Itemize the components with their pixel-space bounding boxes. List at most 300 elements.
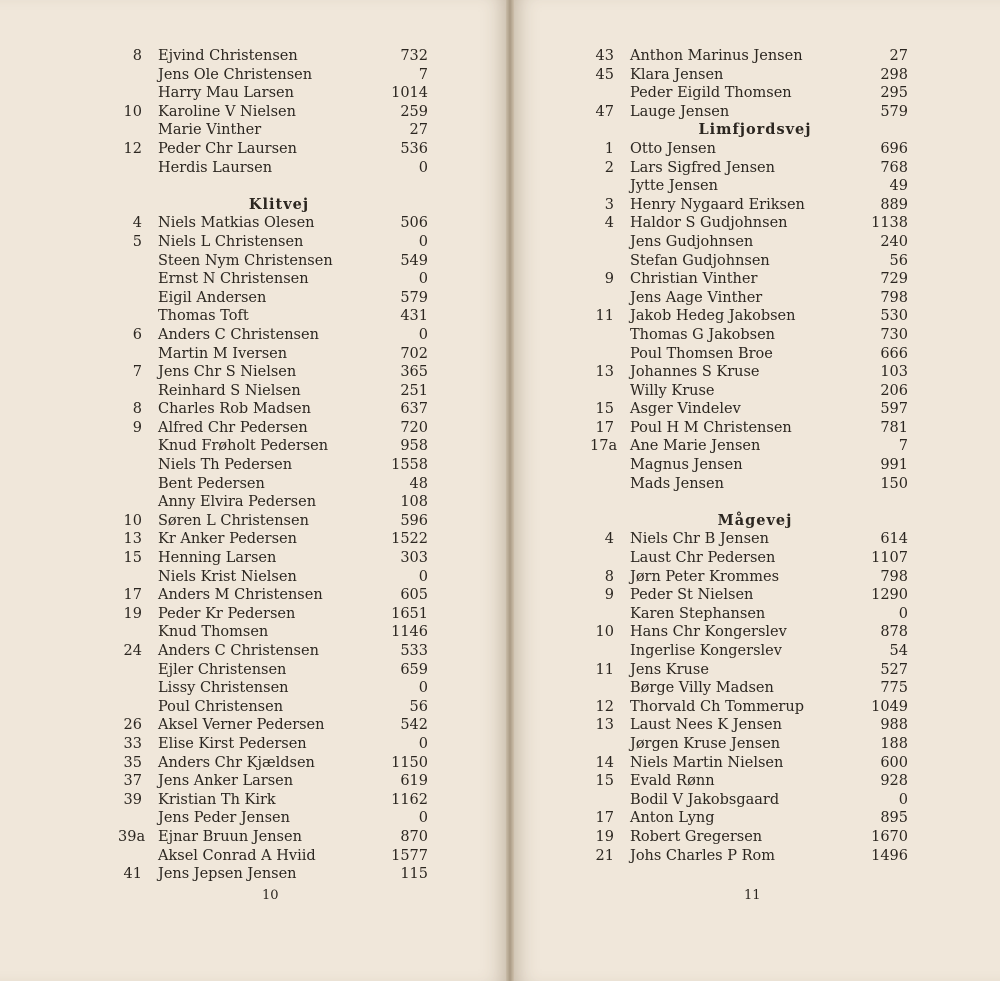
resident-name: Peder Chr Laursen (158, 140, 297, 157)
house-number: 45 (595, 66, 614, 83)
resident-value: 889 (880, 196, 908, 213)
resident-row (590, 326, 908, 345)
resident-name: Elise Kirst Pedersen (158, 735, 307, 752)
resident-name: Niels Martin Nielsen (630, 754, 784, 771)
resident-row (590, 679, 908, 698)
resident-name: Hans Chr Kongerslev (630, 624, 787, 641)
resident-name: Børge Villy Madsen (630, 680, 774, 697)
house-number: 1 (604, 140, 614, 157)
resident-row (590, 84, 908, 103)
resident-value: 1162 (391, 791, 428, 808)
resident-row (590, 345, 908, 364)
resident-value: 579 (400, 289, 428, 306)
resident-name: Marie Vinther (158, 122, 262, 139)
resident-value: 659 (400, 661, 428, 678)
resident-value: 27 (409, 122, 428, 139)
resident-row (590, 605, 908, 624)
resident-name: Henning Larsen (158, 550, 277, 567)
house-number: 13 (595, 717, 614, 734)
resident-name: Thorvald Ch Tommerup (630, 698, 804, 715)
resident-name: Eigil Andersen (158, 289, 267, 306)
resident-value: 0 (418, 810, 428, 827)
resident-value: 7 (418, 66, 428, 83)
resident-name: Johannes S Kruse (630, 364, 760, 381)
page-number-left: 10 (262, 888, 279, 903)
resident-row (590, 828, 908, 847)
house-number: 4 (132, 215, 142, 232)
resident-row (118, 586, 428, 605)
resident-value: 295 (880, 85, 908, 102)
resident-name: Anders C Christensen (158, 326, 319, 343)
resident-row (118, 512, 428, 531)
resident-name: Ernst N Christensen (158, 271, 309, 288)
resident-row (118, 159, 428, 178)
house-number: 12 (595, 698, 614, 715)
house-number: 43 (595, 48, 614, 64)
resident-row (118, 679, 428, 698)
resident-value: 798 (880, 568, 908, 585)
house-number: 12 (123, 140, 142, 157)
house-number: 19 (123, 605, 142, 622)
resident-value: 0 (898, 605, 908, 622)
house-number: 2 (604, 159, 614, 176)
resident-row (118, 363, 428, 382)
resident-value: 870 (400, 828, 428, 845)
resident-value: 549 (400, 252, 428, 269)
resident-name: Ingerlise Kongerslev (630, 643, 782, 659)
resident-value: 365 (400, 364, 428, 381)
resident-row (590, 642, 908, 661)
resident-value: 1670 (871, 828, 908, 845)
street-heading (590, 121, 908, 140)
resident-row (118, 382, 428, 401)
resident-name: Robert Gregersen (630, 828, 763, 845)
resident-name: Knud Thomsen (158, 624, 269, 641)
resident-name: Jens Peder Jensen (158, 810, 290, 827)
house-number: 13 (595, 364, 614, 381)
resident-row (118, 437, 428, 456)
resident-name: Harry Mau Larsen (158, 85, 294, 102)
resident-name: Laust Nees K Jensen (630, 717, 782, 734)
house-number: 39 (123, 791, 142, 808)
resident-value: 0 (418, 159, 428, 176)
resident-row (590, 363, 908, 382)
resident-name: Kr Anker Pedersen (158, 531, 297, 548)
resident-row (590, 623, 908, 642)
house-number: 8 (132, 48, 142, 64)
house-number: 10 (595, 624, 614, 641)
house-number: 47 (595, 103, 614, 120)
house-number: 9 (132, 419, 142, 436)
resident-value: 240 (880, 233, 908, 250)
resident-value: 579 (880, 103, 908, 120)
resident-row (590, 270, 908, 289)
resident-name: Anders C Christensen (158, 643, 319, 659)
resident-row (590, 382, 908, 401)
resident-name: Peder Eigild Thomsen (630, 85, 792, 102)
resident-value: 542 (400, 717, 428, 734)
house-number: 41 (123, 866, 142, 883)
resident-name: Bent Pedersen (158, 475, 265, 492)
house-number: 9 (604, 271, 614, 288)
house-number: 14 (595, 754, 614, 771)
house-number: 10 (123, 512, 142, 529)
resident-row (590, 661, 908, 680)
house-number: 6 (132, 326, 142, 343)
resident-value: 303 (400, 550, 428, 567)
house-number: 8 (132, 401, 142, 418)
house-number: 5 (132, 233, 142, 250)
resident-value: 0 (418, 568, 428, 585)
resident-value: 798 (880, 289, 908, 306)
resident-row (118, 140, 428, 159)
resident-row (118, 568, 428, 587)
resident-row (118, 419, 428, 438)
resident-value: 0 (418, 735, 428, 752)
book-gutter (506, 0, 514, 981)
resident-name: Steen Nym Christensen (158, 252, 333, 269)
resident-name: Alfred Chr Pedersen (158, 419, 308, 436)
resident-value: 781 (880, 419, 908, 436)
page-number-right: 11 (744, 888, 761, 903)
resident-name: Jørgen Kruse Jensen (630, 735, 781, 752)
resident-row (590, 214, 908, 233)
resident-row (118, 270, 428, 289)
resident-value: 0 (418, 271, 428, 288)
resident-row (590, 772, 908, 791)
resident-value: 1014 (391, 85, 428, 102)
resident-name: Evald Rønn (630, 773, 715, 790)
resident-row (590, 66, 908, 85)
resident-row (118, 345, 428, 364)
resident-row (118, 84, 428, 103)
resident-row (118, 605, 428, 624)
resident-value: 0 (418, 233, 428, 250)
resident-value: 614 (880, 531, 908, 548)
resident-value: 108 (400, 494, 428, 511)
house-number: 39a (118, 828, 146, 845)
resident-row (118, 661, 428, 680)
resident-name: Herdis Laursen (158, 159, 273, 176)
resident-name: Henry Nygaard Eriksen (630, 196, 805, 213)
resident-row (590, 159, 908, 178)
resident-value: 605 (400, 587, 428, 604)
resident-row (590, 419, 908, 438)
house-number: 17 (123, 587, 142, 604)
resident-row (590, 289, 908, 308)
house-number: 35 (123, 754, 142, 771)
resident-value: 150 (880, 475, 908, 492)
resident-row (118, 493, 428, 512)
resident-name: Klara Jensen (630, 66, 724, 83)
resident-row (590, 307, 908, 326)
street-name: Klitvej (248, 195, 310, 213)
resident-name: Jytte Jensen (630, 178, 718, 195)
resident-name: Niels Matkias Olesen (158, 215, 315, 232)
resident-row (590, 140, 908, 159)
resident-value: 775 (880, 680, 908, 697)
resident-name: Jens Jepsen Jensen (158, 866, 297, 883)
resident-value: 0 (418, 680, 428, 697)
resident-value: 0 (418, 326, 428, 343)
house-number: 17 (595, 810, 614, 827)
resident-row (590, 716, 908, 735)
resident-name: Thomas Toft (158, 308, 249, 325)
resident-row (118, 791, 428, 810)
resident-value: 56 (889, 252, 908, 269)
resident-row (590, 475, 908, 494)
resident-row (118, 121, 428, 140)
resident-value: 729 (880, 271, 908, 288)
resident-name: Søren L Christensen (158, 512, 309, 529)
resident-name: Jens Aage Vinther (630, 289, 763, 306)
resident-name: Mads Jensen (630, 475, 724, 492)
resident-row (590, 754, 908, 773)
resident-row (590, 568, 908, 587)
house-number: 26 (123, 717, 142, 734)
resident-name: Anthon Marinus Jensen (630, 48, 803, 64)
resident-value: 49 (889, 178, 908, 195)
resident-row (590, 456, 908, 475)
resident-name: Niels Krist Nielsen (158, 568, 297, 585)
resident-name: Niels L Christensen (158, 233, 304, 250)
resident-value: 1522 (391, 531, 428, 548)
street-heading (118, 196, 428, 215)
resident-row (118, 698, 428, 717)
resident-value: 54 (889, 643, 908, 659)
resident-name: Laust Chr Pedersen (630, 550, 776, 567)
resident-row (590, 530, 908, 549)
resident-value: 1146 (391, 624, 428, 641)
resident-name: Otto Jensen (630, 140, 716, 157)
resident-row (590, 196, 908, 215)
resident-name: Niels Th Pedersen (158, 457, 293, 474)
resident-row (118, 847, 428, 866)
house-number: 11 (595, 661, 614, 678)
resident-value: 431 (400, 308, 428, 325)
house-number: 15 (595, 773, 614, 790)
resident-name: Karen Stephansen (630, 605, 766, 622)
spacer (118, 177, 428, 196)
resident-value: 666 (880, 345, 908, 362)
resident-value: 597 (880, 401, 908, 418)
house-number: 37 (123, 773, 142, 790)
resident-value: 1496 (871, 847, 908, 864)
resident-value: 637 (400, 401, 428, 418)
resident-row (118, 642, 428, 661)
resident-row (118, 735, 428, 754)
resident-name: Peder Kr Pedersen (158, 605, 296, 622)
spacer (590, 493, 908, 512)
resident-row (118, 475, 428, 494)
resident-name: Peder St Nielsen (630, 587, 754, 604)
resident-name: Jens Ole Christensen (158, 66, 313, 83)
resident-value: 768 (880, 159, 908, 176)
resident-row (590, 847, 908, 866)
resident-row (118, 307, 428, 326)
resident-value: 958 (400, 438, 428, 455)
resident-value: 1138 (871, 215, 908, 232)
resident-value: 251 (400, 382, 428, 399)
resident-name: Charles Rob Madsen (158, 401, 311, 418)
resident-row (590, 177, 908, 196)
resident-value: 7 (898, 438, 908, 455)
resident-row (590, 103, 908, 122)
resident-row (590, 233, 908, 252)
resident-value: 720 (400, 419, 428, 436)
resident-row (118, 47, 428, 66)
resident-name: Lissy Christensen (158, 680, 289, 697)
resident-row (590, 698, 908, 717)
resident-name: Jens Kruse (630, 661, 709, 678)
resident-row (118, 103, 428, 122)
resident-row (590, 549, 908, 568)
house-number: 4 (604, 531, 614, 548)
house-number: 7 (132, 364, 142, 381)
resident-row (590, 437, 908, 456)
resident-value: 1150 (391, 754, 428, 771)
house-number: 4 (604, 215, 614, 232)
resident-name: Karoline V Nielsen (158, 103, 296, 120)
resident-value: 991 (880, 457, 908, 474)
resident-name: Lauge Jensen (630, 103, 730, 120)
resident-name: Haldor S Gudjohnsen (630, 215, 788, 232)
resident-value: 0 (898, 791, 908, 808)
left-listing (118, 47, 428, 884)
resident-row (118, 772, 428, 791)
house-number: 21 (595, 847, 614, 864)
resident-name: Martin M Iversen (158, 345, 288, 362)
house-number: 9 (604, 587, 614, 604)
street-name: Mågevej (717, 511, 793, 529)
resident-row (118, 809, 428, 828)
house-number: 33 (123, 735, 142, 752)
resident-name: Johs Charles P Rom (630, 847, 775, 864)
resident-value: 1107 (871, 550, 908, 567)
resident-value: 600 (880, 754, 908, 771)
resident-name: Bodil V Jakobsgaard (630, 791, 780, 808)
house-number: 10 (123, 103, 142, 120)
resident-row (118, 865, 428, 884)
resident-row (118, 326, 428, 345)
resident-value: 1290 (871, 587, 908, 604)
resident-row (118, 623, 428, 642)
resident-name: Knud Frøholt Pedersen (158, 438, 329, 455)
resident-name: Aksel Verner Pedersen (158, 717, 325, 734)
resident-value: 530 (880, 308, 908, 325)
street-name: Limfjordsvej (698, 121, 812, 139)
resident-name: Jens Chr S Nielsen (158, 364, 297, 381)
resident-name: Aksel Conrad A Hviid (158, 847, 316, 864)
resident-value: 1651 (391, 605, 428, 622)
resident-name: Jens Gudjohnsen (630, 233, 754, 250)
resident-value: 536 (400, 140, 428, 157)
resident-value: 115 (400, 866, 428, 883)
resident-name: Asger Vindelev (630, 401, 741, 418)
resident-row (118, 828, 428, 847)
resident-value: 527 (880, 661, 908, 678)
resident-name: Willy Kruse (630, 382, 715, 399)
resident-value: 1577 (391, 847, 428, 864)
resident-value: 878 (880, 624, 908, 641)
resident-name: Anton Lyng (630, 810, 715, 827)
resident-row (118, 754, 428, 773)
resident-name: Kristian Th Kirk (158, 791, 276, 808)
resident-value: 27 (889, 48, 908, 64)
resident-value: 298 (880, 66, 908, 83)
resident-name: Ejler Christensen (158, 661, 287, 678)
resident-name: Poul H M Christensen (630, 419, 792, 436)
resident-name: Anders Chr Kjældsen (158, 754, 315, 771)
resident-row (118, 549, 428, 568)
resident-value: 533 (400, 643, 428, 659)
resident-row (118, 289, 428, 308)
resident-name: Christian Vinther (630, 271, 758, 288)
resident-name: Ejvind Christensen (158, 48, 298, 64)
resident-name: Anders M Christensen (158, 587, 323, 604)
resident-row (590, 809, 908, 828)
resident-value: 730 (880, 326, 908, 343)
house-number: 3 (604, 196, 614, 213)
resident-name: Poul Christensen (158, 698, 284, 715)
resident-name: Anny Elvira Pedersen (158, 494, 317, 511)
resident-row (118, 400, 428, 419)
resident-row (118, 530, 428, 549)
resident-value: 895 (880, 810, 908, 827)
house-number: 8 (604, 568, 614, 585)
house-number: 24 (123, 643, 142, 659)
house-number: 15 (595, 401, 614, 418)
resident-value: 188 (880, 735, 908, 752)
resident-row (590, 47, 908, 66)
resident-row (590, 252, 908, 271)
resident-name: Reinhard S Nielsen (158, 382, 301, 399)
resident-name: Lars Sigfred Jensen (630, 159, 775, 176)
resident-value: 506 (400, 215, 428, 232)
resident-row (118, 233, 428, 252)
house-number: 15 (123, 550, 142, 567)
resident-value: 1558 (391, 457, 428, 474)
resident-value: 596 (400, 512, 428, 529)
resident-value: 206 (880, 382, 908, 399)
house-number: 17 (595, 419, 614, 436)
right-listing (590, 47, 908, 865)
resident-value: 732 (400, 48, 428, 64)
resident-name: Stefan Gudjohnsen (630, 252, 770, 269)
house-number: 13 (123, 531, 142, 548)
street-heading (590, 512, 908, 531)
resident-value: 619 (400, 773, 428, 790)
resident-name: Niels Chr B Jensen (630, 531, 769, 548)
resident-value: 259 (400, 103, 428, 120)
resident-row (118, 716, 428, 735)
house-number: 17a (590, 438, 618, 455)
resident-value: 696 (880, 140, 908, 157)
resident-row (118, 456, 428, 475)
resident-name: Jakob Hedeg Jakobsen (630, 308, 796, 325)
resident-row (590, 586, 908, 605)
resident-value: 928 (880, 773, 908, 790)
resident-name: Jens Anker Larsen (158, 773, 294, 790)
resident-name: Jørn Peter Krommes (630, 568, 780, 585)
resident-name: Poul Thomsen Broe (630, 345, 773, 362)
resident-row (590, 791, 908, 810)
resident-row (118, 214, 428, 233)
resident-value: 1049 (871, 698, 908, 715)
house-number: 11 (595, 308, 614, 325)
resident-name: Thomas G Jakobsen (630, 326, 775, 343)
resident-row (590, 400, 908, 419)
